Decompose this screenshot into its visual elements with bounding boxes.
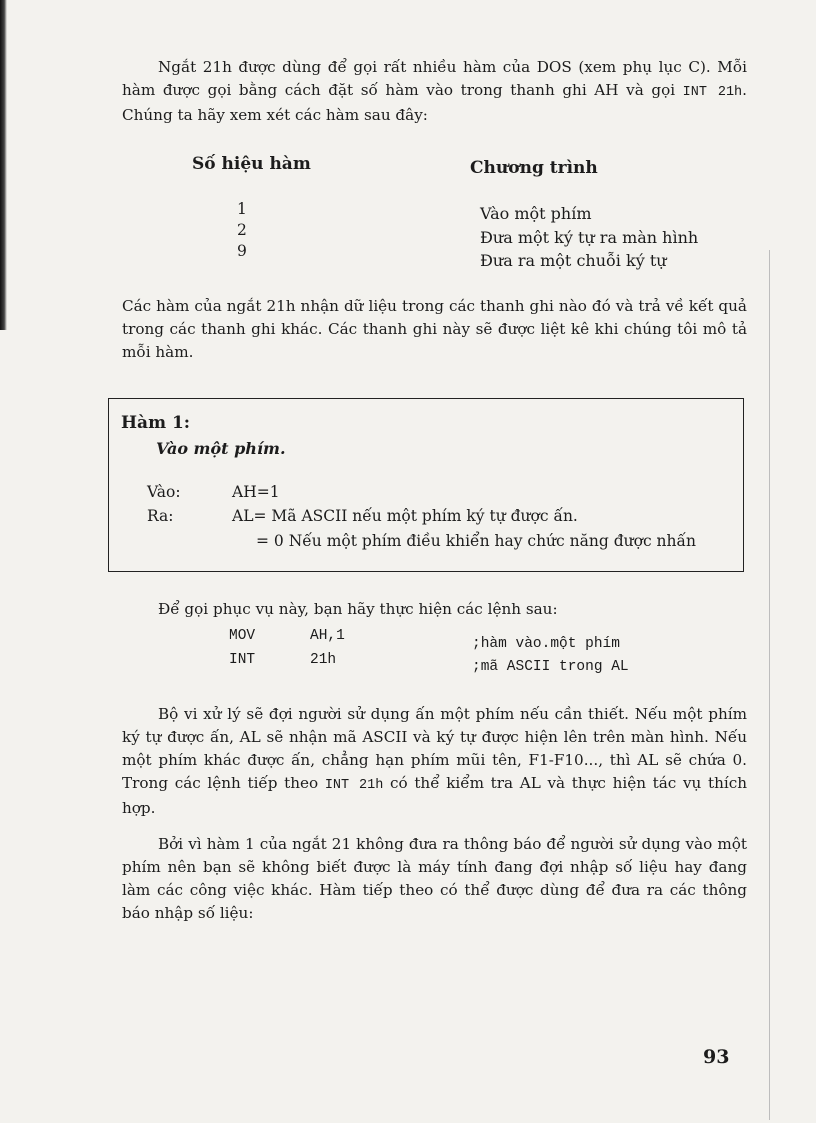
- code-comment: ;hàm vào.một phím: [472, 636, 620, 652]
- page-number: 93: [703, 1046, 730, 1068]
- box-input-label: Vào:: [147, 483, 181, 501]
- code-arg: AH,1: [310, 628, 345, 644]
- table-row-program: Đưa ra một chuỗi ký tự: [480, 251, 667, 270]
- registers-paragraph: Các hàm của ngắt 21h nhận dữ liệu trong các thanh ghi nào đó và trả về kết quả trong các thanh ghi khác. Các thanh ghi này sẽ được liệt kê khi chúng tôi mô tả mỗi hàm.: [122, 297, 747, 361]
- binding-shadow: [0, 0, 7, 330]
- next-text: Bởi vì hàm 1 của ngắt 21 không đưa ra thông báo để người sử dụng vào một phím nên bạn sẽ không biết được là máy tính đang đợi nhập số liệu hay đang làm các công việc khác. Hàm tiếp theo có thể được dùng để đưa ra các thông báo nhập số liệu:: [122, 835, 747, 922]
- wait-paragraph: [122, 703, 747, 820]
- box-title: Hàm 1:: [121, 413, 191, 433]
- code-arg: 21h: [310, 652, 337, 668]
- box-output-label: Ra:: [147, 507, 174, 525]
- code-comment: ;mã ASCII trong AL: [472, 659, 629, 675]
- intro-text-1: Ngắt 21h được dùng để gọi rất nhiều hàm của DOS (xem phụ lục C). Mỗi hàm được gọi bằng cách đặt số hàm vào trong thanh ghi AH và gọi: [122, 58, 747, 99]
- box-input-value: AH=1: [232, 483, 280, 501]
- next-paragraph: [122, 833, 747, 925]
- call-paragraph: [122, 598, 747, 621]
- table-row-program: Vào một phím: [480, 204, 592, 223]
- function-box: [108, 398, 744, 572]
- code-op: MOV: [229, 628, 256, 644]
- intro-code: INT 21h: [682, 85, 743, 100]
- wait-code: INT 21h: [324, 778, 384, 793]
- wait-text-1: Bộ vi xử lý sẽ đợi người sử dụng ấn một phím nếu cần thiết. Nếu một phím ký tự được ấn, AL sẽ nhận mã ASCII và ký tự được hiện lên trên màn hình. Nếu một phím khác được ấn, chẳng hạn phím mũi tên, F1-F10..., thì AL sẽ chứa 0. Trong các lệnh tiếp theo: [122, 705, 747, 792]
- table-row-number: 1: [237, 200, 247, 218]
- call-text: Để gọi phục vụ này, bạn hãy thực hiện các lệnh sau:: [158, 600, 558, 618]
- code-op: INT: [229, 652, 256, 668]
- intro-text-2: . Chúng ta hãy xem xét các hàm sau đây:: [122, 81, 747, 124]
- box-subtitle: Vào một phím.: [156, 439, 286, 458]
- page-edge-line: [769, 250, 770, 1120]
- table-header-program: Chương trình: [470, 158, 598, 178]
- box-output-value-2: = 0 Nếu một phím điều khiển hay chức năng được nhấn: [256, 532, 696, 550]
- intro-paragraph: [122, 56, 747, 127]
- box-output-value-1: AL= Mã ASCII nếu một phím ký tự được ấn.: [232, 507, 578, 525]
- table-header-number: Số hiệu hàm: [192, 154, 311, 174]
- table-row-number: 2: [237, 221, 247, 239]
- wait-text-2: có thể kiểm tra AL và thực hiện tác vụ thích hợp.: [122, 774, 747, 817]
- table-row-program: Đưa một ký tự ra màn hình: [480, 228, 699, 247]
- table-row-number: 9: [237, 242, 247, 260]
